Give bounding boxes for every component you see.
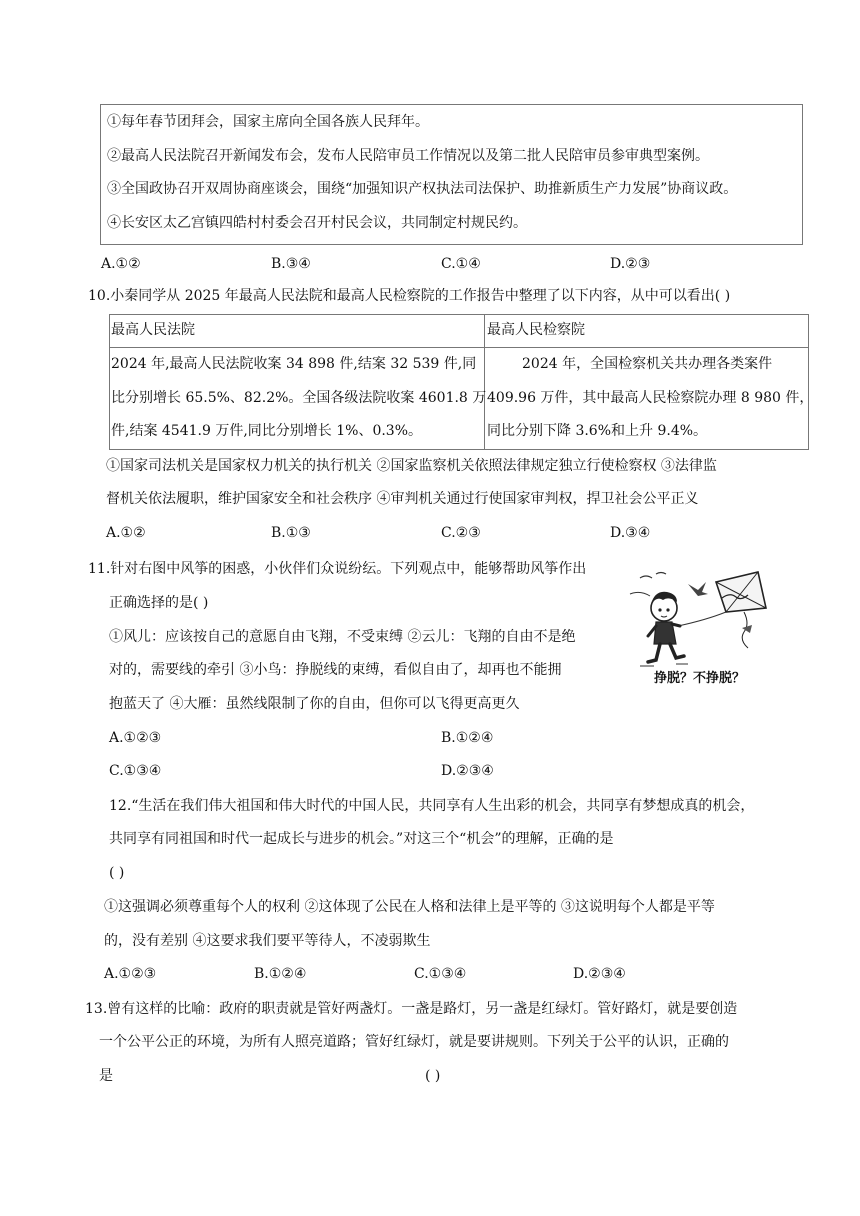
table-procuratorate-line-2: 409.96 万件，其中最高人民检察院办理 8 980 件， bbox=[487, 390, 814, 406]
q11-option-c: C.①③④ bbox=[109, 763, 162, 779]
q12-option-d: D.②③④ bbox=[573, 966, 626, 982]
table-court-line-1: 2024 年,最高人民法院收案 34 898 件,结案 32 539 件,同 bbox=[111, 356, 477, 372]
q13-stem-line-2: 一个公平公正的环境，为所有人照亮道路；管好红绿灯，就是要讲规则。下列关于公平的认识，正确的 bbox=[99, 1034, 729, 1050]
q11-statement-line-3: 抱蓝天了 ④大雁：虽然线限制了你的自由，但你可以飞得更高更久 bbox=[109, 696, 520, 712]
q10-statement-line-2: 督机关依法履职，维护国家安全和社会秩序 ④审判机关通过行使国家审判权，捍卫社会公平正义 bbox=[106, 491, 699, 507]
q12-statement-line-1: ①这强调必须尊重每个人的权利 ②这体现了公民在人格和法律上是平等的 ③这说明每个人都是平等 bbox=[104, 899, 715, 915]
table-court-line-2: 比分别增长 65.5%、82.2%。全国各级法院收案 4601.8 万 bbox=[111, 390, 487, 406]
q10-option-c: C.②③ bbox=[441, 525, 481, 541]
table-header-divider bbox=[110, 347, 808, 348]
table-header-court: 最高人民法院 bbox=[111, 322, 195, 338]
table-column-divider bbox=[484, 315, 485, 449]
q13-stem-line-1: 13.曾有这样的比喻：政府的职责就是管好两盏灯。一盏是路灯，另一盏是红绿灯。管好路灯，就是要创造 bbox=[85, 1001, 738, 1017]
q11-statement-line-2: 对的，需要线的牵引 ③小鸟：挣脱线的束缚，看似自由了，却再也不能拥 bbox=[109, 662, 562, 678]
q9-statement-4: ④长安区太乙宫镇四皓村村委会召开村民会议，共同制定村规民约。 bbox=[107, 215, 527, 231]
table-court-line-3: 件,结案 4541.9 万件,同比分别增长 1%、0.3%。 bbox=[111, 423, 423, 439]
kite-image-caption: 挣脱？不挣脱？ bbox=[654, 671, 746, 686]
q11-statement-line-1: ①风儿：应该按自己的意愿自由飞翔，不受束缚 ②云儿：飞翔的自由不是绝 bbox=[109, 629, 576, 645]
q9-option-b: B.③④ bbox=[271, 256, 311, 272]
q13-stem-line-3: 是 bbox=[99, 1068, 113, 1084]
q10-option-d: D.③④ bbox=[610, 525, 651, 541]
q11-stem-line-1: 11.针对右图中风筝的困惑，小伙伴们众说纷纭。下列观点中，能够帮助风筝作出 bbox=[88, 561, 587, 577]
table-procuratorate-line-1: 2024 年，全国检察机关共办理各类案件 bbox=[522, 356, 773, 372]
q12-option-c: C.①③④ bbox=[414, 966, 467, 982]
q12-stem-line-2: 共同享有同祖国和时代一起成长与进步的机会。”对这三个“机会”的理解，正确的是 bbox=[109, 831, 614, 847]
q10-option-b: B.①③ bbox=[271, 525, 311, 541]
q12-answer-blank: ( ) bbox=[109, 865, 125, 881]
q9-option-a: A.①② bbox=[101, 256, 141, 272]
q12-option-a: A.①②③ bbox=[104, 966, 157, 982]
q12-statement-line-2: 的，没有差别 ④这要求我们要平等待人，不凌弱欺生 bbox=[104, 933, 431, 949]
q11-option-a: A.①②③ bbox=[109, 730, 162, 746]
q13-answer-blank: ( ) bbox=[425, 1068, 441, 1084]
q9-statement-1: ①每年春节团拜会，国家主席向全国各族人民拜年。 bbox=[107, 114, 429, 130]
q9-statement-2: ②最高人民法院召开新闻发布会，发布人民陪审员工作情况以及第二批人民陪审员参审典型案例。 bbox=[107, 148, 709, 164]
q10-option-a: A.①② bbox=[106, 525, 146, 541]
table-header-procuratorate: 最高人民检察院 bbox=[487, 322, 585, 338]
q11-stem-line-2: 正确选择的是( ) bbox=[109, 595, 209, 611]
q9-option-c: C.①④ bbox=[441, 256, 481, 272]
q12-option-b: B.①②④ bbox=[254, 966, 307, 982]
q11-option-d: D.②③④ bbox=[441, 763, 494, 779]
kite-boy-illustration bbox=[626, 568, 776, 694]
q11-option-b: B.①②④ bbox=[441, 730, 494, 746]
q10-statement-line-1: ①国家司法机关是国家权力机关的执行机关 ②国家监察机关依照法律规定独立行使检察权 ③法律监 bbox=[106, 458, 717, 474]
table-procuratorate-line-3: 同比分别下降 3.6%和上升 9.4%。 bbox=[487, 423, 708, 439]
q9-statement-3: ③全国政协召开双周协商座谈会，围绕“加强知识产权执法司法保护、助推新质生产力发展”协商议政。 bbox=[107, 181, 738, 197]
q10-stem: 10.小秦同学从 2025 年最高人民法院和最高人民检察院的工作报告中整理了以下内容，从中可以看出( ) bbox=[88, 288, 731, 304]
q9-option-d: D.②③ bbox=[610, 256, 651, 272]
q12-stem-line-1: 12.“生活在我们伟大祖国和伟大时代的中国人民，共同享有人生出彩的机会，共同享有梦想成真的机会， bbox=[109, 798, 755, 814]
